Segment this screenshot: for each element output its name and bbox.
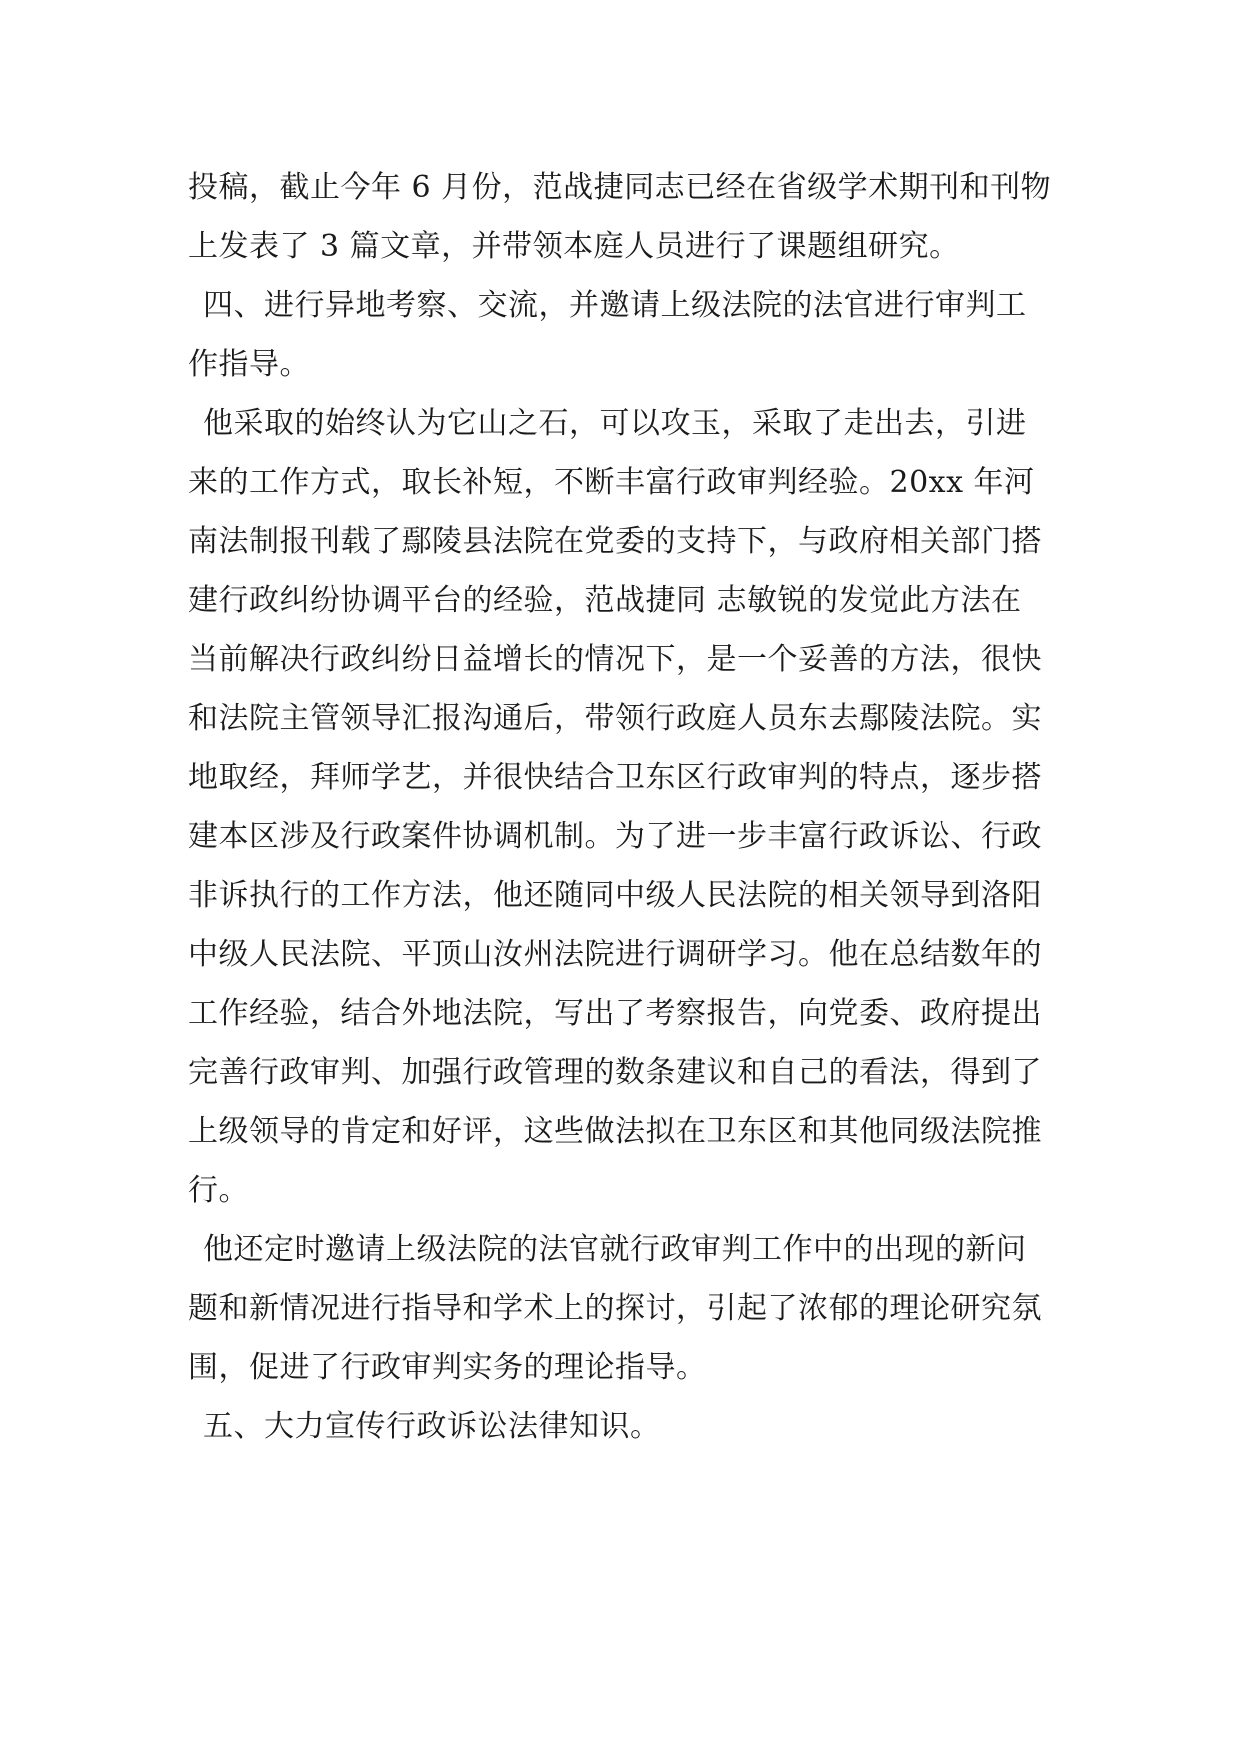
text-line: 非诉执行的工作方法，他还随同中级人民法院的相关领导到洛阳	[188, 878, 1042, 913]
text-line: 投稿，截止今年 6 月份，范战捷同志已经在省级学术期刊和刊物	[188, 170, 1052, 205]
text-line: 题和新情况进行指导和学术上的探讨，引起了浓郁的理论研究氛	[188, 1291, 1042, 1326]
section-heading-5	[188, 1397, 1068, 1456]
text-line: 他还定时邀请上级法院的法官就行政审判工作中的出现的新问	[203, 1232, 1027, 1267]
text-line: 建本区涉及行政案件协调机制。为了进一步丰富行政诉讼、行政	[188, 819, 1042, 854]
text-line: 工作经验，结合外地法院，写出了考察报告，向党委、政府提出	[188, 996, 1042, 1031]
paragraph-3	[188, 1220, 1068, 1397]
text-line: 行。	[188, 1173, 249, 1208]
text-line: 地取经，拜师学艺，并很快结合卫东区行政审判的特点，逐步搭	[188, 760, 1042, 795]
text-line: 当前解决行政纠纷日益增长的情况下，是一个妥善的方法，很快	[188, 642, 1042, 677]
text-line: 南法制报刊载了鄢陵县法院在党委的支持下，与政府相关部门搭	[188, 524, 1042, 559]
document-body	[188, 158, 1068, 1456]
text-line: 来的工作方式，取长补短，不断丰富行政审判经验。20xx 年河	[188, 465, 1035, 500]
paragraph-1	[188, 158, 1068, 276]
text-line: 和法院主管领导汇报沟通后，带领行政庭人员东去鄢陵法院。实	[188, 701, 1042, 736]
text-line: 围，促进了行政审判实务的理论指导。	[188, 1350, 707, 1385]
text-line: 中级人民法院、平顶山汝州法院进行调研学习。他在总结数年的	[188, 937, 1042, 972]
section-heading-4	[188, 276, 1068, 394]
text-line: 建行政纠纷协调平台的经验，范战捷同 志敏锐的发觉此方法在	[188, 583, 1022, 618]
text-line: 完善行政审判、加强行政管理的数条建议和自己的看法，得到了	[188, 1055, 1042, 1090]
text-line: 上级领导的肯定和好评，这些做法拟在卫东区和其他同级法院推	[188, 1114, 1042, 1149]
paragraph-2	[188, 394, 1068, 1220]
text-line: 上发表了 3 篇文章，并带领本庭人员进行了课题组研究。	[188, 229, 960, 264]
text-line: 作指导。	[188, 347, 310, 382]
text-line: 四、进行异地考察、交流，并邀请上级法院的法官进行审判工	[203, 288, 1027, 323]
text-line: 五、大力宣传行政诉讼法律知识。	[203, 1409, 661, 1444]
text-line: 他采取的始终认为它山之石，可以攻玉，采取了走出去，引进	[203, 406, 1027, 441]
